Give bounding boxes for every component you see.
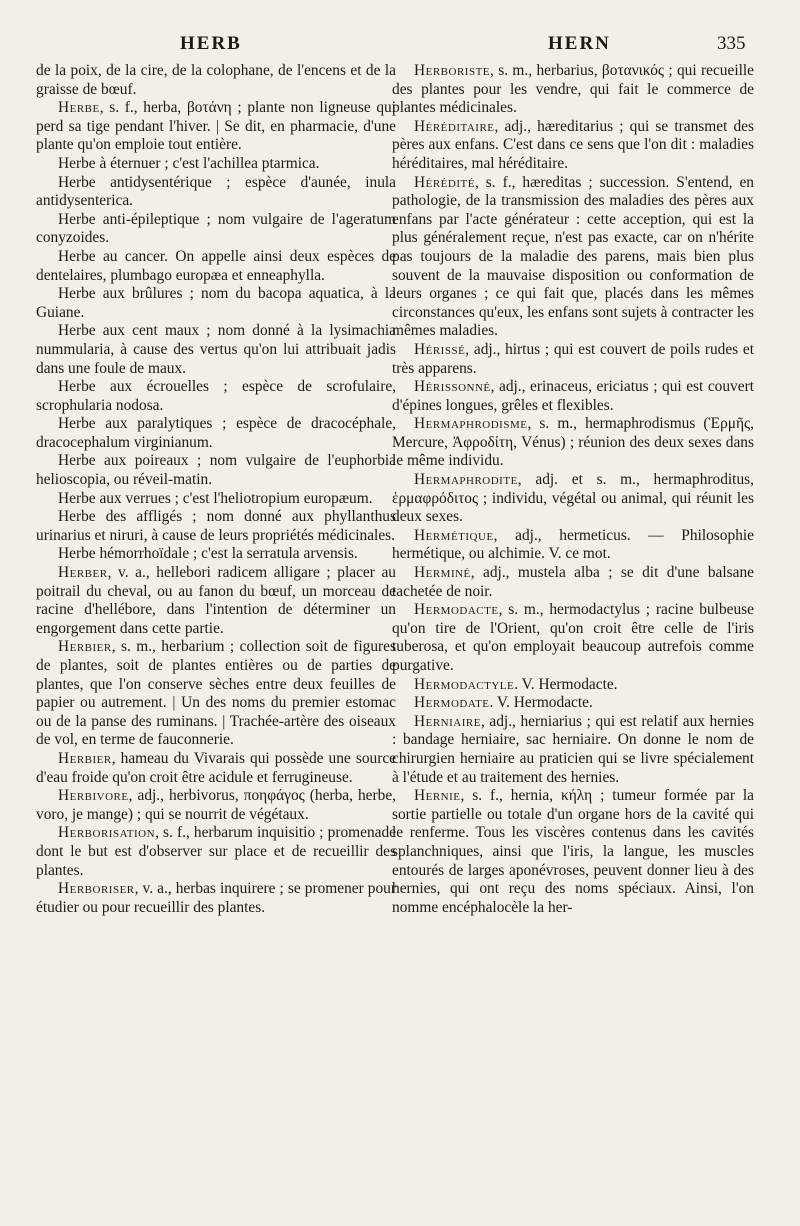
entry-text: , v. a., hellebori radicem alligare ; placer au poitrail du cheval, ou au fanon du bœuf, un morceau de racine d'hellébore, dans l'intention de déterminer un engorgement dans cette partie. bbox=[36, 564, 396, 637]
dictionary-entry bbox=[36, 378, 396, 415]
entry-headword: Hernie bbox=[414, 787, 461, 805]
page-number: 335 bbox=[717, 33, 746, 54]
entry-headword: Herber bbox=[58, 564, 108, 582]
dictionary-entry bbox=[392, 174, 754, 341]
left-column bbox=[36, 62, 396, 917]
dictionary-entry bbox=[392, 694, 754, 713]
dictionary-entry bbox=[36, 490, 396, 509]
entry-headword: Herbier bbox=[58, 749, 112, 767]
dictionary-entry bbox=[36, 155, 396, 174]
entry-text: Herbe à éternuer ; c'est l'achillea ptarmica. bbox=[58, 154, 320, 172]
entry-text: , adj., erinaceus, ericiatus ; qui est couvert d'épines longues, grêles et flexibles. bbox=[392, 378, 754, 414]
entry-headword: Herboriser bbox=[58, 880, 135, 898]
entry-text: Herbe aux paralytiques ; espèce de dracocéphale, dracocephalum virginianum. bbox=[36, 415, 396, 451]
entry-headword: Herbivore bbox=[58, 787, 129, 805]
dictionary-entry bbox=[36, 880, 396, 917]
entry-headword: Hermodate bbox=[414, 694, 490, 712]
dictionary-entry bbox=[392, 787, 754, 917]
dictionary-entry bbox=[36, 824, 396, 880]
entry-text: Herbe aux écrouelles ; espèce de scrofulaire, scrophularia nodosa. bbox=[36, 378, 396, 414]
dictionary-entry bbox=[36, 99, 396, 155]
entry-text: Herbe anti-épileptique ; nom vulgaire de l'ageratum conyzoides. bbox=[36, 210, 396, 247]
dictionary-entry bbox=[392, 564, 754, 601]
entry-text: , adj., hermeticus. — Philosophie hermétique, ou alchimie. V. ce mot. bbox=[392, 526, 754, 563]
header-right-guide-word: HERN bbox=[548, 33, 611, 54]
dictionary-entry bbox=[36, 787, 396, 824]
dictionary-entry bbox=[392, 676, 754, 695]
entry-text: de la poix, de la cire, de la colophane, de l'encens et de la graisse de bœuf. bbox=[36, 62, 396, 98]
entry-headword: Hérissé bbox=[414, 340, 466, 358]
entry-text: , s. f., herba, βοτάνη ; plante non ligneuse qui perd sa tige pendant l'hiver. | Se dit, en pharmacie, d'une plante qu'on emploie tout entière. bbox=[36, 99, 396, 154]
entry-text: , s. f., herbarum inquisitio ; promenade dont le but est d'observer sur place et de recueillir des plantes. bbox=[36, 824, 396, 879]
entry-text: Herbe aux poireaux ; nom vulgaire de l'euphorbia helioscopia, ou réveil-matin. bbox=[36, 452, 396, 489]
dictionary-entry bbox=[36, 564, 396, 638]
entry-text: , adj., herbivorus, ποηφάγος (herba, herbe, voro, je mange) ; qui se nourrit de végétaux. bbox=[36, 787, 396, 823]
dictionary-entry bbox=[36, 285, 396, 322]
entry-headword: Herbier bbox=[58, 638, 112, 656]
entry-text: , s. f., hernia, κήλη ; tumeur formée par la sortie partielle ou totale d'un organe hors de la cavité qui le renferme. Tous les viscères contenus dans les cavités splanchniques, ainsi que l'iris, la langue, les muscles entourés de larges aponévroses, peuvent donner lieu à des hernies, qui ont reçu des noms spéciaux. Ainsi, l'on nomme encéphalocèle la her- bbox=[392, 787, 754, 916]
entry-text: Herbe aux cent maux ; nom donné à la lysimachia nummularia, à cause des vertus qu'on lui attribuait jadis dans une foule de maux. bbox=[36, 322, 396, 377]
entry-headword: Herniaire bbox=[414, 712, 481, 730]
entry-headword: Hérissonné bbox=[414, 378, 491, 396]
dictionary-entry bbox=[392, 527, 754, 564]
dictionary-entry bbox=[392, 118, 754, 174]
header-left-guide-word: HERB bbox=[180, 33, 242, 54]
entry-text: , v. a., herbas inquirere ; se promener pour étudier ou pour recueillir des plantes. bbox=[36, 880, 396, 916]
entry-headword: Héréditaire bbox=[414, 117, 495, 135]
dictionary-entry bbox=[392, 471, 754, 527]
entry-text: Herbe antidysentérique ; espèce d'aunée, inula antidysenterica. bbox=[36, 173, 396, 210]
entry-text: . V. Hermodacte. bbox=[489, 694, 593, 712]
dictionary-entry bbox=[36, 62, 396, 99]
entry-headword: Herboriste bbox=[414, 62, 491, 79]
dictionary-entry bbox=[392, 415, 754, 471]
entry-headword: Herminé bbox=[414, 564, 471, 582]
entry-headword: Hermodacte bbox=[414, 601, 499, 619]
entry-text: . V. Hermodacte. bbox=[514, 675, 618, 693]
dictionary-entry bbox=[36, 174, 396, 211]
entry-text: , s. m., hermaphrodismus (Ἑρμῆς, Mercure, Ἀφροδίτη, Vénus) ; réunion des deux sexes dans le même individu. bbox=[392, 415, 754, 470]
entry-text: , s. m., hermodactylus ; racine bulbeuse qu'on tire de l'Orient, qu'on croit être celle de l'iris tuberosa, et qu'on employait beaucoup autrefois comme purgative. bbox=[392, 601, 754, 674]
entry-text: , s. m., herbarius, βοτανικός ; qui recueille des plantes pour les vendre, qui fait le commerce de plantes médicinales. bbox=[392, 62, 754, 117]
entry-text: , adj., hæreditarius ; qui se transmet des pères aux enfans. C'est dans ce sens que l'on dit : maladies héréditaires, mal héréditaire. bbox=[392, 117, 754, 172]
entry-text: , adj., mustela alba ; se dit d'une balsane tachetée de noir. bbox=[392, 564, 754, 600]
dictionary-entry bbox=[392, 341, 754, 378]
entry-text: , adj. et s. m., hermaphroditus, ἑρμαφρόδιτος ; individu, végétal ou animal, qui réunit les deux sexes. bbox=[392, 471, 754, 526]
dictionary-entry bbox=[392, 601, 754, 675]
dictionary-entry bbox=[392, 713, 754, 787]
dictionary-entry bbox=[36, 508, 396, 545]
dictionary-entry bbox=[392, 62, 754, 118]
entry-headword: Hermétique bbox=[414, 526, 494, 544]
entry-text: , hameau du Vivarais qui possède une source d'eau froide qu'on croit être acidule et ferrugineuse. bbox=[36, 749, 396, 786]
entry-text: , s. m., herbarium ; collection soit de figures de plantes, soit de plantes entières ou de parties de plantes, que l'on conserve sèches entre deux feuilles de papier ou autrement. | Un des noms du premier estomac ou de la panse des ruminans. | Trachée-artère des oiseaux de vol, en terme de fauconnerie. bbox=[36, 638, 396, 749]
entry-headword: Hérédité bbox=[414, 173, 475, 191]
entry-text: , adj., hirtus ; qui est couvert de poils rudes et très apparens. bbox=[392, 340, 754, 377]
entry-text: , adj., herniarius ; qui est relatif aux hernies : bandage herniaire, sac herniaire. On donne le nom de chirurgien herniaire au praticien qui se livre spécialement à l'étude et au traitement des hernies. bbox=[392, 712, 754, 786]
entry-text: Herbe aux verrues ; c'est l'heliotropium europæum. bbox=[58, 489, 373, 507]
entry-text: Herbe hémorrhoïdale ; c'est la serratula arvensis. bbox=[58, 545, 358, 563]
dictionary-entry bbox=[36, 415, 396, 452]
running-header bbox=[0, 33, 800, 61]
dictionary-entry bbox=[36, 638, 396, 750]
right-column bbox=[392, 62, 754, 917]
dictionary-entry bbox=[36, 248, 396, 285]
dictionary-entry bbox=[36, 211, 396, 248]
entry-text: Herbe des affligés ; nom donné aux phyllanthus urinarius et niruri, à cause de leurs propriétés médicinales. bbox=[36, 508, 396, 544]
entry-headword: Hermaphrodite bbox=[414, 471, 518, 489]
entry-text: , s. f., hæreditas ; succession. S'entend, en pathologie, de la transmission des maladies des pères aux enfans par l'acte générateur : cette acception, qui est la plus généralement reçue, n'est pas exacte, car on n'hérite pas toujours de la maladie des parens, mais bien plus souvent de la mauvaise disposition ou conformation de leurs organes ; ce qui fait que, placés dans les mêmes circonstances qu'eux, les enfans sont sujets à contracter les mêmes maladies. bbox=[392, 173, 754, 340]
dictionary-entry bbox=[36, 322, 396, 378]
entry-headword: Hermaphrodisme bbox=[414, 415, 528, 433]
entry-text: Herbe aux brûlures ; nom du bacopa aquatica, à la Guiane. bbox=[36, 285, 396, 321]
entry-headword: Herbe bbox=[58, 99, 100, 117]
entry-headword: Herborisation bbox=[58, 824, 156, 842]
dictionary-entry bbox=[36, 545, 396, 564]
entry-headword: Hermodactyle bbox=[414, 675, 515, 693]
dictionary-entry bbox=[392, 378, 754, 415]
dictionary-entry bbox=[36, 452, 396, 489]
entry-text: Herbe au cancer. On appelle ainsi deux espèces de dentelaires, plumbago europæa et enneaphylla. bbox=[36, 247, 396, 284]
dictionary-entry bbox=[36, 750, 396, 787]
